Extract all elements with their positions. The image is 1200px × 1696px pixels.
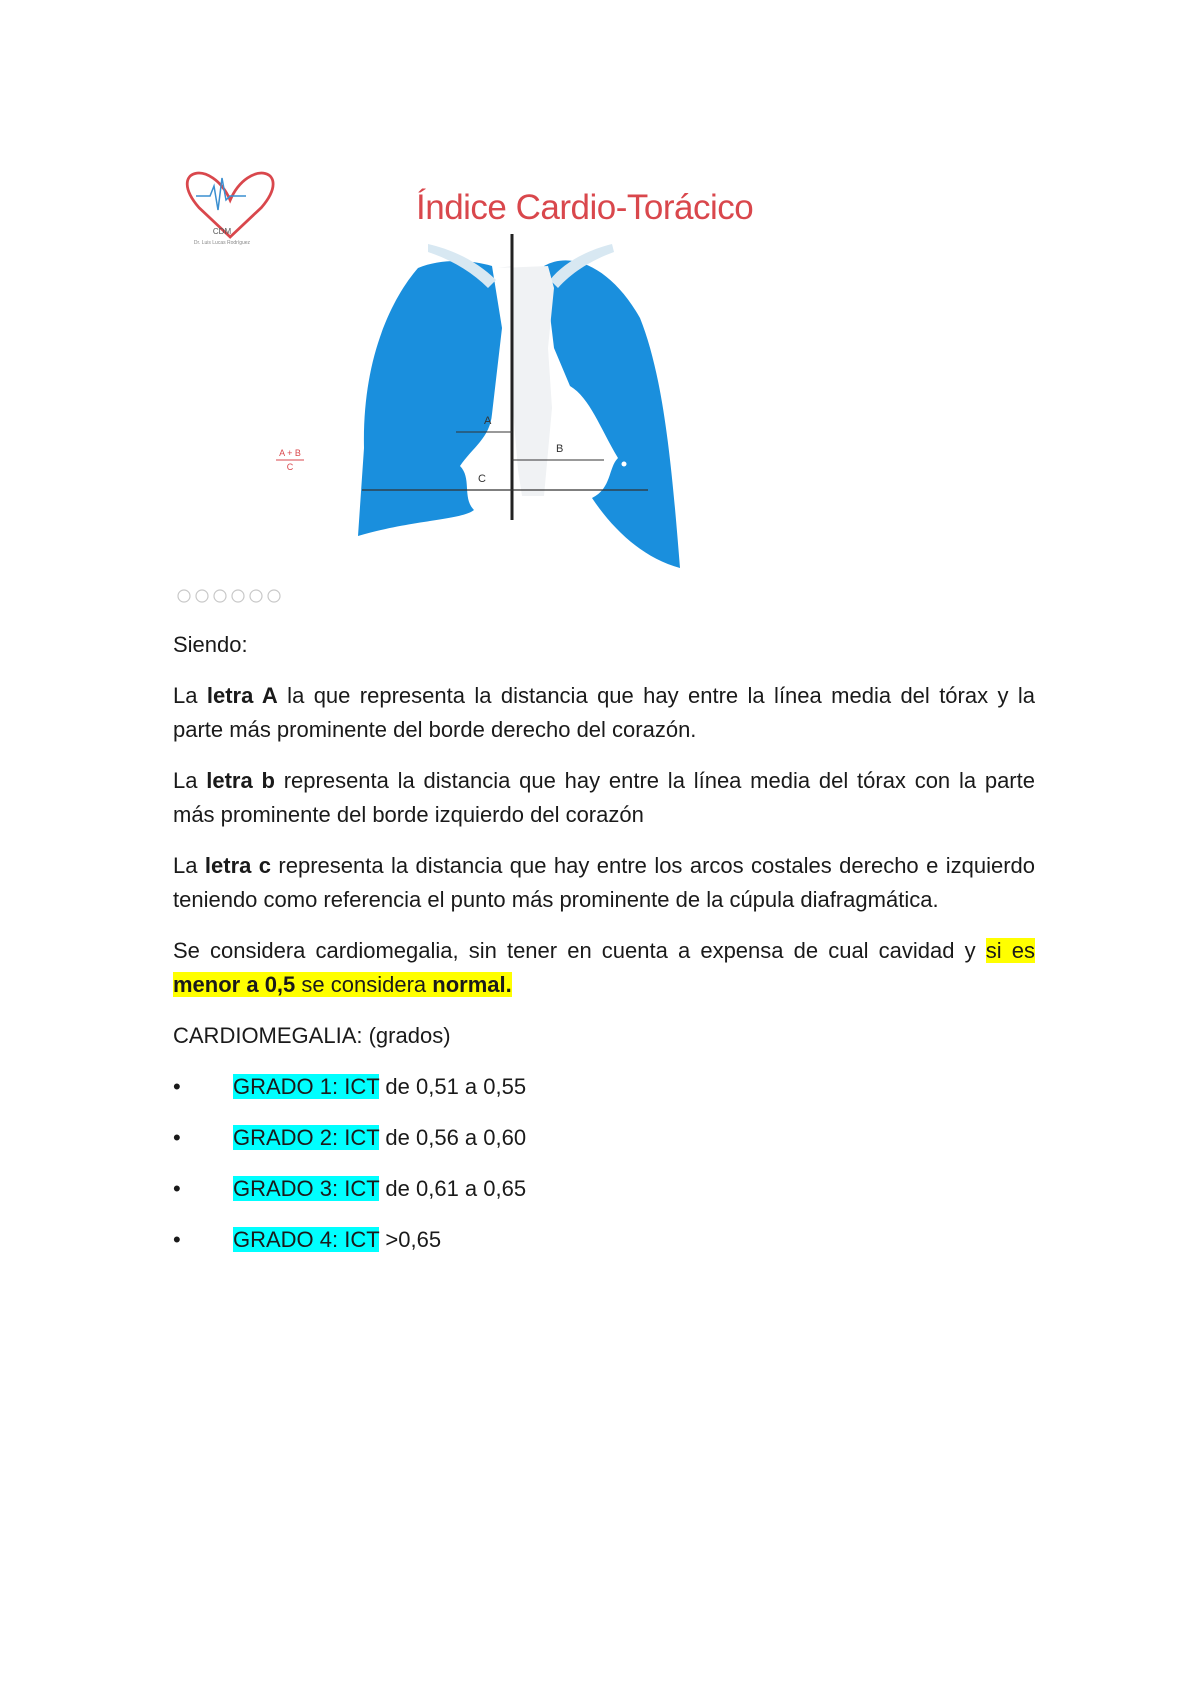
grade-item [173,1172,1035,1206]
diaphragm-point [622,462,627,467]
figure-title: Índice Cardio-Torácico [416,188,754,227]
grade-label: GRADO 2: ICT [233,1125,380,1150]
p-a-lead: La [173,683,207,708]
grade-item [173,1223,1035,1257]
control-next-icon [196,590,208,602]
paragraph-cardiomegaly [173,934,1035,1002]
p-c-lead: La [173,853,205,878]
grade-item [173,1070,1035,1104]
bullet-icon: • [173,1074,181,1099]
p-cardio-hl-2: se considera [295,972,433,997]
label-b: B [556,443,564,455]
p-b-lead: La [173,768,207,793]
control-pen-icon [214,590,226,602]
p-cardio-hl-1: si es [985,938,1035,963]
logo-subtitle: Dr. Luis Lucas Rodríguez [193,240,251,246]
right-lung [358,261,502,536]
p-a-rest: la que representa la distancia que hay entre la línea media del tórax y la parte más prominente del borde derecho del corazón. [173,683,1035,742]
grade-range: de 0,51 a 0,55 [379,1074,527,1099]
siendo-line: Siendo: [173,632,248,657]
grade-label: GRADO 1: ICT [233,1074,380,1099]
p-c-bold: letra c [204,853,272,878]
grades-list [173,1070,1035,1257]
p-cardio-plain: Se considera cardiomegalia, sin tener en cuenta a expensa de cual cavidad y [173,938,986,963]
left-lung [544,260,680,568]
bullet-icon: • [173,1176,181,1201]
formula-numerator: A + B [279,448,301,458]
ecg-line-icon [196,178,246,210]
bullet-icon: • [173,1125,181,1150]
paragraph-letter-c [173,849,1035,917]
heart-silhouette [498,266,554,496]
slide-controls[interactable] [178,590,280,602]
formula-denominator: C [286,462,294,472]
paragraph-letter-a [173,679,1035,747]
p-cardio-hl-bold-1: menor a 0,5 [173,972,296,997]
label-c: C [478,473,486,485]
p-a-bold: letra A [206,683,278,708]
grade-label: GRADO 4: ICT [233,1227,380,1252]
grade-range: >0,65 [379,1227,442,1252]
control-zoom-icon [250,590,262,602]
cardiothoracic-index-figure [172,148,752,608]
bullet-icon: • [173,1227,181,1252]
logo [187,173,273,246]
control-more-icon [268,590,280,602]
document-body [173,628,1035,1274]
paragraph-letter-b [173,764,1035,832]
p-b-bold: letra b [206,768,275,793]
control-prev-icon [178,590,190,602]
p-c-rest: representa la distancia que hay entre los arcos costales derecho e izquierdo teniendo como referencia el punto más prominente de la cúpula diafragmática. [173,853,1035,912]
label-a: A [484,415,492,427]
grades-heading: CARDIOMEGALIA: (grados) [173,1023,451,1048]
control-grid-icon [232,590,244,602]
p-cardio-hl-bold-2: normal. [432,972,512,997]
grade-item [173,1121,1035,1155]
p-b-rest: representa la distancia que hay entre la línea media del tórax con la parte más prominente del borde izquierdo del corazón [173,768,1035,827]
grade-range: de 0,61 a 0,65 [379,1176,527,1201]
logo-text: CDM [212,227,232,236]
grade-label: GRADO 3: ICT [233,1176,380,1201]
grade-range: de 0,56 a 0,60 [379,1125,527,1150]
